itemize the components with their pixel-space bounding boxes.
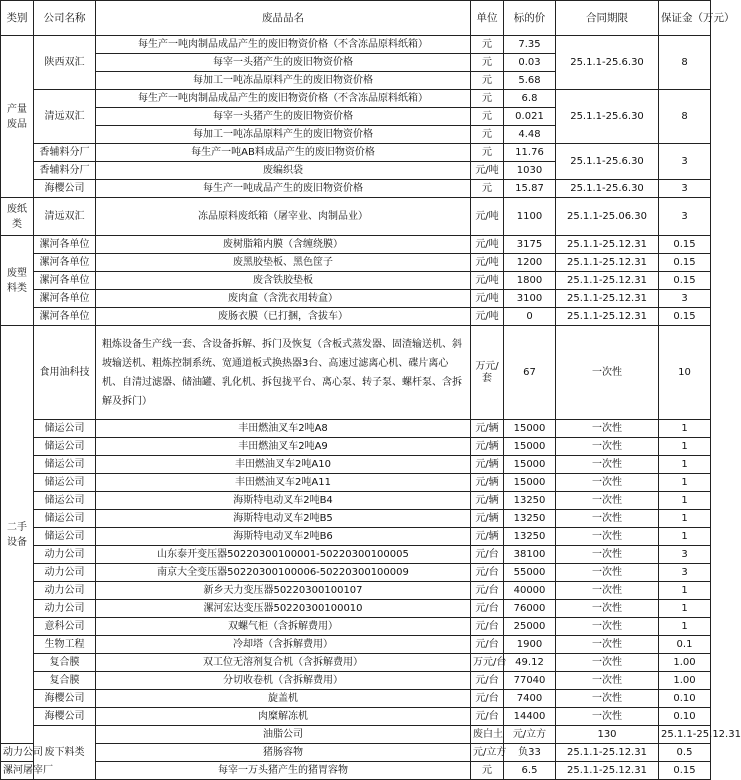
period-cell: 一次性 xyxy=(556,564,659,582)
table-row xyxy=(1,726,711,744)
company-cell: 生物工程 xyxy=(34,636,96,654)
unit-cell: 元 xyxy=(471,90,504,108)
table-row xyxy=(1,36,711,54)
period-cell: 一次性 xyxy=(556,690,659,708)
company-cell: 储运公司 xyxy=(34,438,96,456)
unit-cell: 元 xyxy=(471,54,504,72)
price-cell: 6.8 xyxy=(504,90,556,108)
company-cell: 储运公司 xyxy=(34,510,96,528)
period-cell: 一次性 xyxy=(556,708,659,726)
item-cell: 废白土 xyxy=(471,726,504,744)
unit-cell: 元/辆 xyxy=(471,420,504,438)
deposit-cell: 3 xyxy=(659,180,711,198)
price-cell: 1200 xyxy=(504,254,556,272)
company-cell: 意科公司 xyxy=(34,618,96,636)
table-row xyxy=(1,236,711,254)
unit-cell: 元/吨 xyxy=(471,272,504,290)
item-cell: 废编织袋 xyxy=(96,162,471,180)
period-cell: 25.1.1-25.12.31 xyxy=(556,290,659,308)
item-cell: 海斯特电动叉车2吨B4 xyxy=(96,492,471,510)
price-cell: 15000 xyxy=(504,456,556,474)
period-cell: 25.1.1-25.6.30 xyxy=(556,36,659,90)
deposit-cell: 3 xyxy=(659,546,711,564)
company-cell: 复合膜 xyxy=(34,654,96,672)
company-cell: 清远双汇 xyxy=(34,198,96,236)
price-cell: 130 xyxy=(556,726,659,744)
deposit-cell: 1 xyxy=(659,456,711,474)
item-cell: 旋盖机 xyxy=(96,690,471,708)
company-cell: 漯河各单位 xyxy=(34,236,96,254)
price-cell: 4.48 xyxy=(504,126,556,144)
item-cell: 肉糜解冻机 xyxy=(96,708,471,726)
deposit-cell: 8 xyxy=(659,36,711,90)
unit-cell: 元/辆 xyxy=(471,492,504,510)
period-cell: 25.1.1-25.12.31 xyxy=(556,236,659,254)
unit-cell: 元/吨 xyxy=(471,308,504,326)
price-cell: 40000 xyxy=(504,582,556,600)
table-row xyxy=(1,198,711,236)
company-cell: 海樱公司 xyxy=(34,690,96,708)
header-period: 合同期限 xyxy=(556,1,659,36)
company-cell: 储运公司 xyxy=(34,474,96,492)
table-row xyxy=(1,762,711,780)
category-production-waste: 产量废品 xyxy=(1,36,34,198)
item-cell: 双工位无溶剂复合机（含拆解费用） xyxy=(96,654,471,672)
item-cell: 每宰一头猪产生的废旧物资价格 xyxy=(96,54,471,72)
deposit-cell: 1 xyxy=(659,600,711,618)
price-cell: 0.03 xyxy=(504,54,556,72)
unit-cell: 元 xyxy=(471,762,504,780)
period-cell: 一次性 xyxy=(556,326,659,420)
item-cell: 废树脂箱内膜（含缠绕膜） xyxy=(96,236,471,254)
price-cell: 11.76 xyxy=(504,144,556,162)
period-cell: 一次性 xyxy=(556,492,659,510)
deposit-cell: 0.15 xyxy=(659,762,711,780)
period-cell: 25.1.1-25.12.31 xyxy=(556,272,659,290)
deposit-cell: 1 xyxy=(659,528,711,546)
price-cell: 15000 xyxy=(504,420,556,438)
item-cell: 猪肠容物 xyxy=(96,744,471,762)
deposit-cell: 0.1 xyxy=(659,636,711,654)
deposit-cell: 1 xyxy=(659,510,711,528)
unit-cell: 元/台 xyxy=(471,564,504,582)
unit-cell: 元/吨 xyxy=(471,290,504,308)
unit-cell: 元 xyxy=(471,72,504,90)
unit-cell: 元 xyxy=(471,36,504,54)
table-row xyxy=(1,582,711,600)
item-cell: 山东泰开变压器50220300100001-50220300100005 xyxy=(96,546,471,564)
price-cell: 6.5 xyxy=(504,762,556,780)
company-cell: 漯河各单位 xyxy=(34,254,96,272)
item-cell: 每生产一吨肉制品成品产生的废旧物资价格（不含冻品原料纸箱） xyxy=(96,90,471,108)
period-cell: 25.1.1-25.12.31 xyxy=(556,762,659,780)
deposit-cell: 0.10 xyxy=(659,708,711,726)
price-cell: 7.35 xyxy=(504,36,556,54)
period-cell: 25.1.1-25.12.31 xyxy=(659,726,711,744)
item-cell: 丰田燃油叉车2吨A10 xyxy=(96,456,471,474)
company-cell: 储运公司 xyxy=(34,420,96,438)
category-second-hand: 二手设备 xyxy=(1,326,34,744)
price-cell: 13250 xyxy=(504,510,556,528)
unit-cell: 元 xyxy=(471,108,504,126)
company-cell: 储运公司 xyxy=(34,528,96,546)
unit-cell: 元/辆 xyxy=(471,474,504,492)
unit-cell: 元 xyxy=(471,144,504,162)
header-unit: 单位 xyxy=(471,1,504,36)
deposit-cell: 1 xyxy=(659,618,711,636)
unit-cell: 元/立方 xyxy=(504,726,556,744)
price-cell: 3100 xyxy=(504,290,556,308)
item-cell: 废肉盒（含洗衣用转盒） xyxy=(96,290,471,308)
price-cell: 0.021 xyxy=(504,108,556,126)
deposit-cell: 8 xyxy=(659,90,711,144)
item-cell: 海斯特电动叉车2吨B5 xyxy=(96,510,471,528)
price-cell: 38100 xyxy=(504,546,556,564)
period-cell: 一次性 xyxy=(556,654,659,672)
unit-cell: 元/台 xyxy=(471,708,504,726)
company-cell: 漯河各单位 xyxy=(34,308,96,326)
table-row xyxy=(1,564,711,582)
company-cell: 香辅料分厂 xyxy=(34,162,96,180)
header-deposit: 保证金（万元） xyxy=(659,1,711,36)
price-cell: 76000 xyxy=(504,600,556,618)
category-waste-paper: 废纸类 xyxy=(1,198,34,236)
unit-cell: 万元/台 xyxy=(471,654,504,672)
company-cell: 漯河各单位 xyxy=(34,272,96,290)
item-cell: 每加工一吨冻品原料产生的废旧物资价格 xyxy=(96,126,471,144)
period-cell: 25.1.1-25.6.30 xyxy=(556,90,659,144)
table-row xyxy=(1,672,711,690)
table-row xyxy=(1,600,711,618)
company-cell: 漯河屠宰厂 xyxy=(1,762,34,780)
item-cell: 冻品原料废纸箱（屠宰业、肉制品业） xyxy=(96,198,471,236)
company-cell: 动力公司 xyxy=(34,582,96,600)
period-cell: 一次性 xyxy=(556,672,659,690)
period-cell: 一次性 xyxy=(556,636,659,654)
category-offal: 废下料类 xyxy=(34,726,96,780)
deposit-cell: 1 xyxy=(659,582,711,600)
company-cell: 清远双汇 xyxy=(34,90,96,144)
period-cell: 一次性 xyxy=(556,546,659,564)
deposit-cell: 0.5 xyxy=(659,744,711,762)
category-waste-plastic: 废塑料类 xyxy=(1,236,34,326)
table-row xyxy=(1,690,711,708)
deposit-cell: 0.15 xyxy=(659,272,711,290)
item-cell: 南京大全变压器50220300100006-50220300100009 xyxy=(96,564,471,582)
period-cell: 25.1.1-25.6.30 xyxy=(556,180,659,198)
price-cell: 77040 xyxy=(504,672,556,690)
item-cell: 粗炼设备生产线一套、含设备拆解、拆门及恢复（含板式蒸发器、固渣输送机、斜坡输送机、粗炼控制系统、宽通道板式换热器3台、高速过滤离心机、碟片离心机、自清过滤器、储油罐、乳化机、拆包拢平台、离心泵、转子泵、螺杆泵、含拆解及拆门） xyxy=(96,326,471,420)
deposit-cell: 10 xyxy=(659,326,711,420)
unit-cell: 元/台 xyxy=(471,618,504,636)
period-cell: 一次性 xyxy=(556,582,659,600)
table-row xyxy=(1,308,711,326)
company-cell: 动力公司 xyxy=(34,546,96,564)
price-cell: 1900 xyxy=(504,636,556,654)
unit-cell: 元/辆 xyxy=(471,438,504,456)
item-cell: 丰田燃油叉车2吨A8 xyxy=(96,420,471,438)
deposit-cell: 1 xyxy=(659,420,711,438)
company-cell: 动力公司 xyxy=(34,600,96,618)
unit-cell: 元/吨 xyxy=(471,162,504,180)
unit-cell: 元/台 xyxy=(471,600,504,618)
table-row xyxy=(1,708,711,726)
table-row xyxy=(1,326,711,420)
unit-cell: 元/立方 xyxy=(471,744,504,762)
price-cell: 15.87 xyxy=(504,180,556,198)
deposit-cell: 1.00 xyxy=(659,672,711,690)
price-cell: 49.12 xyxy=(504,654,556,672)
table-row xyxy=(1,618,711,636)
unit-cell: 元/台 xyxy=(471,582,504,600)
company-cell: 陕西双汇 xyxy=(34,36,96,90)
deposit-cell: 3 xyxy=(659,144,711,180)
price-cell: 1030 xyxy=(504,162,556,180)
unit-cell: 元/台 xyxy=(471,690,504,708)
company-cell: 复合膜 xyxy=(34,672,96,690)
period-cell: 一次性 xyxy=(556,528,659,546)
unit-cell: 元/辆 xyxy=(471,528,504,546)
price-cell: 15000 xyxy=(504,474,556,492)
deposit-cell: 0.15 xyxy=(659,254,711,272)
table-row xyxy=(1,546,711,564)
deposit-cell: 1.00 xyxy=(659,654,711,672)
company-cell: 储运公司 xyxy=(34,456,96,474)
unit-cell: 元 xyxy=(471,180,504,198)
item-cell: 每生产一吨肉制品成品产生的废旧物资价格（不含冻品原料纸箱） xyxy=(96,36,471,54)
table-row xyxy=(1,636,711,654)
unit-cell: 元/辆 xyxy=(471,510,504,528)
item-cell: 漯河宏达变压器50220300100010 xyxy=(96,600,471,618)
deposit-cell: 0.15 xyxy=(659,236,711,254)
table-row xyxy=(1,474,711,492)
table-row xyxy=(1,528,711,546)
period-cell: 一次性 xyxy=(556,600,659,618)
table-row xyxy=(1,492,711,510)
item-cell: 废黑胶垫板、黑色筐子 xyxy=(96,254,471,272)
table-row xyxy=(1,290,711,308)
price-cell: 15000 xyxy=(504,438,556,456)
company-cell: 香辅料分厂 xyxy=(34,144,96,162)
table-row xyxy=(1,90,711,108)
item-cell: 冷却塔（含拆解费用） xyxy=(96,636,471,654)
table-row xyxy=(1,144,711,162)
period-cell: 25.1.1-25.12.31 xyxy=(556,308,659,326)
price-cell: 7400 xyxy=(504,690,556,708)
table-row xyxy=(1,744,711,762)
table-row xyxy=(1,272,711,290)
deposit-cell: 0.15 xyxy=(659,308,711,326)
item-cell: 海斯特电动叉车2吨B6 xyxy=(96,528,471,546)
unit-cell: 元 xyxy=(471,126,504,144)
company-cell: 储运公司 xyxy=(34,492,96,510)
deposit-cell: 1 xyxy=(659,492,711,510)
company-cell: 食用油科技 xyxy=(34,326,96,420)
table-row xyxy=(1,654,711,672)
period-cell: 一次性 xyxy=(556,456,659,474)
item-cell: 每宰一万头猪产生的猪胃容物 xyxy=(96,762,471,780)
unit-cell: 元/台 xyxy=(471,672,504,690)
item-cell: 每生产一吨成品产生的废旧物资价格 xyxy=(96,180,471,198)
company-cell: 漯河各单位 xyxy=(34,290,96,308)
deposit-cell: 1 xyxy=(659,474,711,492)
period-cell: 一次性 xyxy=(556,420,659,438)
price-cell: 1100 xyxy=(504,198,556,236)
period-cell: 25.1.1-25.06.30 xyxy=(556,198,659,236)
company-cell: 动力公司 xyxy=(1,744,34,762)
item-cell: 双螺气柜（含拆解费用） xyxy=(96,618,471,636)
company-cell: 海樱公司 xyxy=(34,180,96,198)
deposit-cell: 3 xyxy=(659,564,711,582)
table-row xyxy=(1,438,711,456)
price-cell: 14400 xyxy=(504,708,556,726)
unit-cell: 元/台 xyxy=(471,636,504,654)
table-row xyxy=(1,510,711,528)
company-cell: 海樱公司 xyxy=(34,708,96,726)
unit-cell: 元/台 xyxy=(471,546,504,564)
table-row xyxy=(1,456,711,474)
deposit-cell: 3 xyxy=(659,290,711,308)
period-cell: 一次性 xyxy=(556,510,659,528)
period-cell: 一次性 xyxy=(556,618,659,636)
item-cell: 每生产一吨AB料成品产生的废旧物资价格 xyxy=(96,144,471,162)
deposit-cell: 1 xyxy=(659,438,711,456)
price-cell: 5.68 xyxy=(504,72,556,90)
item-cell: 新乡天力变压器50220300100107 xyxy=(96,582,471,600)
item-cell: 废肠衣膜（已打捆，含拔车） xyxy=(96,308,471,326)
header-row xyxy=(1,1,711,36)
price-cell: 1800 xyxy=(504,272,556,290)
header-price: 标的价 xyxy=(504,1,556,36)
item-cell: 每加工一吨冻品原料产生的废旧物资价格 xyxy=(96,72,471,90)
period-cell: 25.1.1-25.6.30 xyxy=(556,144,659,180)
period-cell: 25.1.1-25.12.31 xyxy=(556,254,659,272)
item-cell: 每宰一头猪产生的废旧物资价格 xyxy=(96,108,471,126)
company-cell: 动力公司 xyxy=(34,564,96,582)
company-cell: 油脂公司 xyxy=(96,726,471,744)
item-cell: 废含铁胶垫板 xyxy=(96,272,471,290)
unit-cell: 元/吨 xyxy=(471,236,504,254)
item-cell: 丰田燃油叉车2吨A11 xyxy=(96,474,471,492)
period-cell: 一次性 xyxy=(556,474,659,492)
header-company: 公司名称 xyxy=(34,1,96,36)
price-cell: 0 xyxy=(504,308,556,326)
price-cell: 25000 xyxy=(504,618,556,636)
header-item: 废品品名 xyxy=(96,1,471,36)
price-cell: 3175 xyxy=(504,236,556,254)
unit-cell: 万元/套 xyxy=(471,326,504,420)
deposit-cell: 0.10 xyxy=(659,690,711,708)
deposit-cell: 3 xyxy=(659,198,711,236)
unit-cell: 元/吨 xyxy=(471,254,504,272)
unit-cell: 元/吨 xyxy=(471,198,504,236)
table-row xyxy=(1,254,711,272)
price-cell: 13250 xyxy=(504,492,556,510)
price-cell: 负33 xyxy=(504,744,556,762)
period-cell: 一次性 xyxy=(556,438,659,456)
table-row xyxy=(1,180,711,198)
period-cell: 25.1.1-25.12.31 xyxy=(556,744,659,762)
price-cell: 67 xyxy=(504,326,556,420)
item-cell: 分切收卷机（含拆解费用） xyxy=(96,672,471,690)
unit-cell: 元/辆 xyxy=(471,456,504,474)
item-cell: 丰田燃油叉车2吨A9 xyxy=(96,438,471,456)
table-row xyxy=(1,420,711,438)
header-category: 类别 xyxy=(1,1,34,36)
price-cell: 13250 xyxy=(504,528,556,546)
price-cell: 55000 xyxy=(504,564,556,582)
